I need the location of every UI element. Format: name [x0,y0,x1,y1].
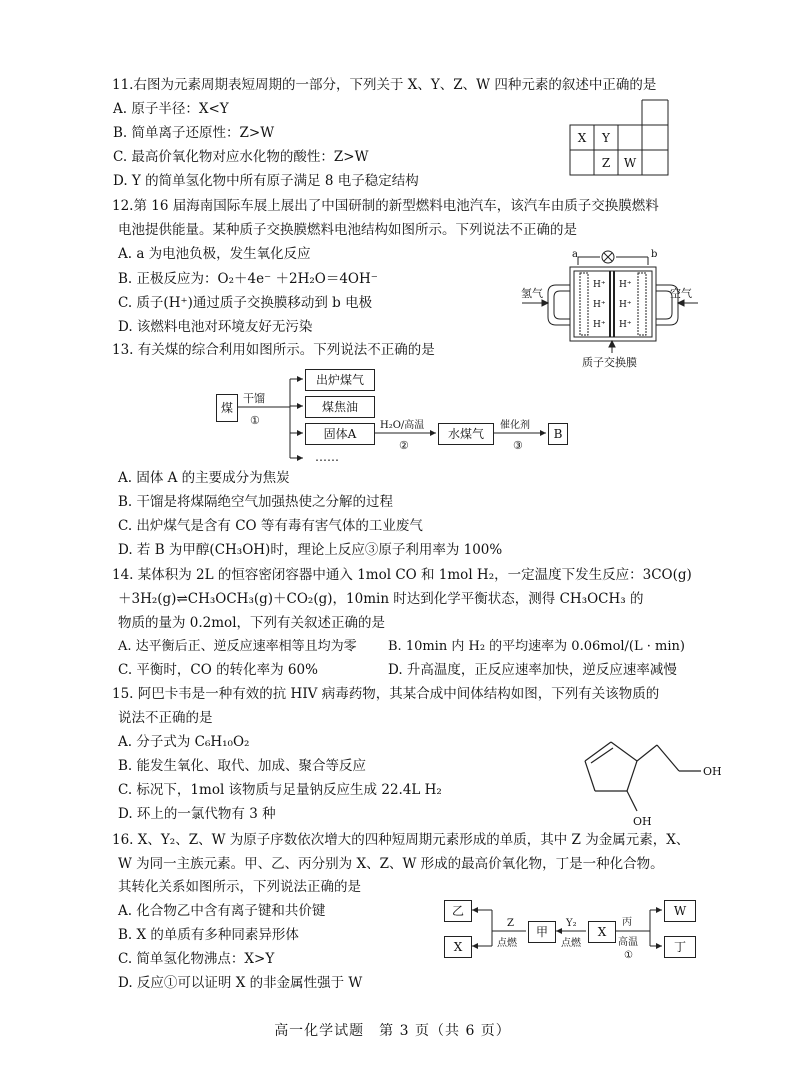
q15-option-a: A. 分子式为 C₆H₁₀O₂ [118,734,250,750]
q15-option-c: C. 标况下，1mol 该物质与足量钠反应生成 22.4L H₂ [118,782,442,798]
q12-stem-2: 电池提供能量。某种质子交换膜燃料电池结构如图所示。下列说法不正确的是 [118,222,577,238]
q12-proton-1: H⁺ [593,280,606,290]
q13-stem: 13. 有关煤的综合利用如图所示。下列说法不正确的是 [112,342,435,358]
q11-cell-x: X [577,131,587,145]
q12-label-a: a [572,249,578,260]
q11-option-d: D. Y 的简单氢化物中所有原子满足 8 电子稳定结构 [113,173,419,189]
q13-box-solid-a: 固体A [305,423,375,445]
q16-option-a: A. 化合物乙中含有离子键和共价键 [118,903,326,919]
q13-option-d: D. 若 B 为甲醇(CH₃OH)时，理论上反应③原子利用率为 100% [118,542,503,558]
q16-box-x-left: X [444,936,472,958]
q16-label-ignite-1: 点燃 [497,938,517,949]
q14-stem-3: 物质的量为 0.2mol，下列有关叙述正确的是 [118,615,386,631]
q13-box-tar: 煤焦油 [305,396,375,418]
q11-option-a: A. 原子半径：X<Y [113,101,229,117]
q15-option-b: B. 能发生氧化、取代、加成、聚合等反应 [118,758,367,774]
q15-label-oh-2: OH [633,815,652,828]
q12-label-hydrogen: 氢气 [521,287,543,300]
q11-cell-z: Z [601,156,611,170]
q13-label-step1: ① [250,414,260,427]
q16-label-high-temp: 高温 [618,937,638,948]
q14-stem-1: 14. 某体积为 2L 的恒容密闭容器中通入 1mol CO 和 1mol H₂，一定温度下发生反应：3CO(g) [112,567,692,583]
q13-option-c: C. 出炉煤气是含有 CO 等有毒有害气体的工业废气 [118,518,423,534]
q16-stem-1: 16. X、Y₂、Z、W 为原子序数依次增大的四种短周期元素形成的单质，其中 Z 为金属元素，X、 [112,832,690,848]
q16-option-b: B. X 的单质有多种同素异形体 [118,927,299,943]
q13-dots: …… [315,450,339,464]
page-footer: 高一化学试题 第 3 页（共 6 页） [274,1023,511,1039]
q16-label-bing: 丙 [622,917,632,928]
q16-label-y2: Y₂ [566,918,577,929]
q12-label-b: b [651,249,658,260]
q15-stem-1: 15. 阿巴卡韦是一种有效的抗 HIV 病毒药物，其某合成中间体结构如图，下列有关该物质的 [112,686,660,702]
q12-option-c: C. 质子(H⁺)通过质子交换膜移动到 b 电极 [118,295,373,311]
q14-stem-2: ＋3H₂(g)⇌CH₃OCH₃(g)＋CO₂(g)，10min 时达到化学平衡状态，测得 CH₃OCH₃ 的 [118,591,644,607]
q12-label-membrane: 质子交换膜 [582,356,637,369]
q16-stem-2: W 为同一主族元素。甲、乙、丙分别为 X、Z、W 形成的最高价氧化物，丁是一种化合物。 [118,856,664,872]
q15-stem-2: 说法不正确的是 [118,710,213,726]
q16-label-step1: ① [624,950,633,961]
q16-box-yi: 乙 [444,900,472,922]
q11-stem: 11.右图为元素周期表短周期的一部分，下列关于 X、Y、Z、W 四种元素的叙述中正确的是 [112,77,657,93]
q16-option-d: D. 反应①可以证明 X 的非金属性强于 W [118,975,363,991]
q12-option-b: B. 正极反应为：O₂＋4e⁻ ＋2H₂O＝4OH⁻ [118,271,378,287]
q13-box-b: B [548,423,568,445]
q16-box-jia: 甲 [528,921,556,943]
q14-option-a: A. 达平衡后正、逆反应速率相等且均为零 [118,639,357,654]
q13-box-water-gas: 水煤气 [438,423,494,445]
q12-proton-5: H⁺ [619,300,632,310]
q13-box-coal: 煤 [216,394,238,422]
q12-option-d: D. 该燃料电池对环境友好无污染 [118,319,313,335]
q13-label-dry-distill: 干馏 [243,392,265,405]
q11-option-b: B. 简单离子还原性：Z>W [113,125,275,141]
q11-option-c: C. 最高价氧化物对应水化物的酸性：Z>W [113,149,369,165]
q16-option-c: C. 简单氢化物沸点：X>Y [118,951,275,967]
q13-label-step2: ② [399,439,409,452]
q16-label-z: Z [507,918,514,929]
q12-proton-3: H⁺ [593,320,606,330]
q14-option-c: C. 平衡时，CO 的转化率为 60% [118,662,318,678]
q12-proton-2: H⁺ [593,300,606,310]
q16-box-w: W [664,900,696,922]
q12-option-a: A. a 为电池负极，发生氧化反应 [118,246,311,262]
q12-proton-6: H⁺ [619,320,632,330]
q13-box-gas: 出炉煤气 [305,369,375,391]
q15-option-d: D. 环上的一氯代物有 3 种 [118,806,276,822]
q12-label-air: 空气 [670,287,692,300]
q16-box-x-mid: X [588,921,616,943]
q11-cell-y: Y [602,131,610,145]
q16-stem-3: 其转化关系如图所示，下列说法正确的是 [118,879,361,895]
q14-option-d: D. 升高温度，正反应速率加快，逆反应速率减慢 [388,662,677,678]
q13-option-a: A. 固体 A 的主要成分为焦炭 [118,470,290,486]
q14-option-b: B. 10min 内 H₂ 的平均速率为 0.06mol/(L · min) [388,639,685,654]
q16-label-ignite-2: 点燃 [561,938,581,949]
q15-label-oh-1: OH [703,765,722,778]
q13-label-cond3: 催化剂 [500,420,530,431]
q16-box-ding: 丁 [664,936,696,958]
q13-label-step3: ③ [513,439,523,452]
q12-stem-1: 12.第 16 届海南国际车展上展出了中国研制的新型燃料电池汽车，该汽车由质子交换膜燃料 [112,198,659,214]
q12-proton-4: H⁺ [619,280,632,290]
q11-cell-w: W [623,156,637,170]
q13-option-b: B. 干馏是将煤隔绝空气加强热使之分解的过程 [118,494,394,510]
q13-label-cond2: H₂O/高温 [380,420,425,431]
